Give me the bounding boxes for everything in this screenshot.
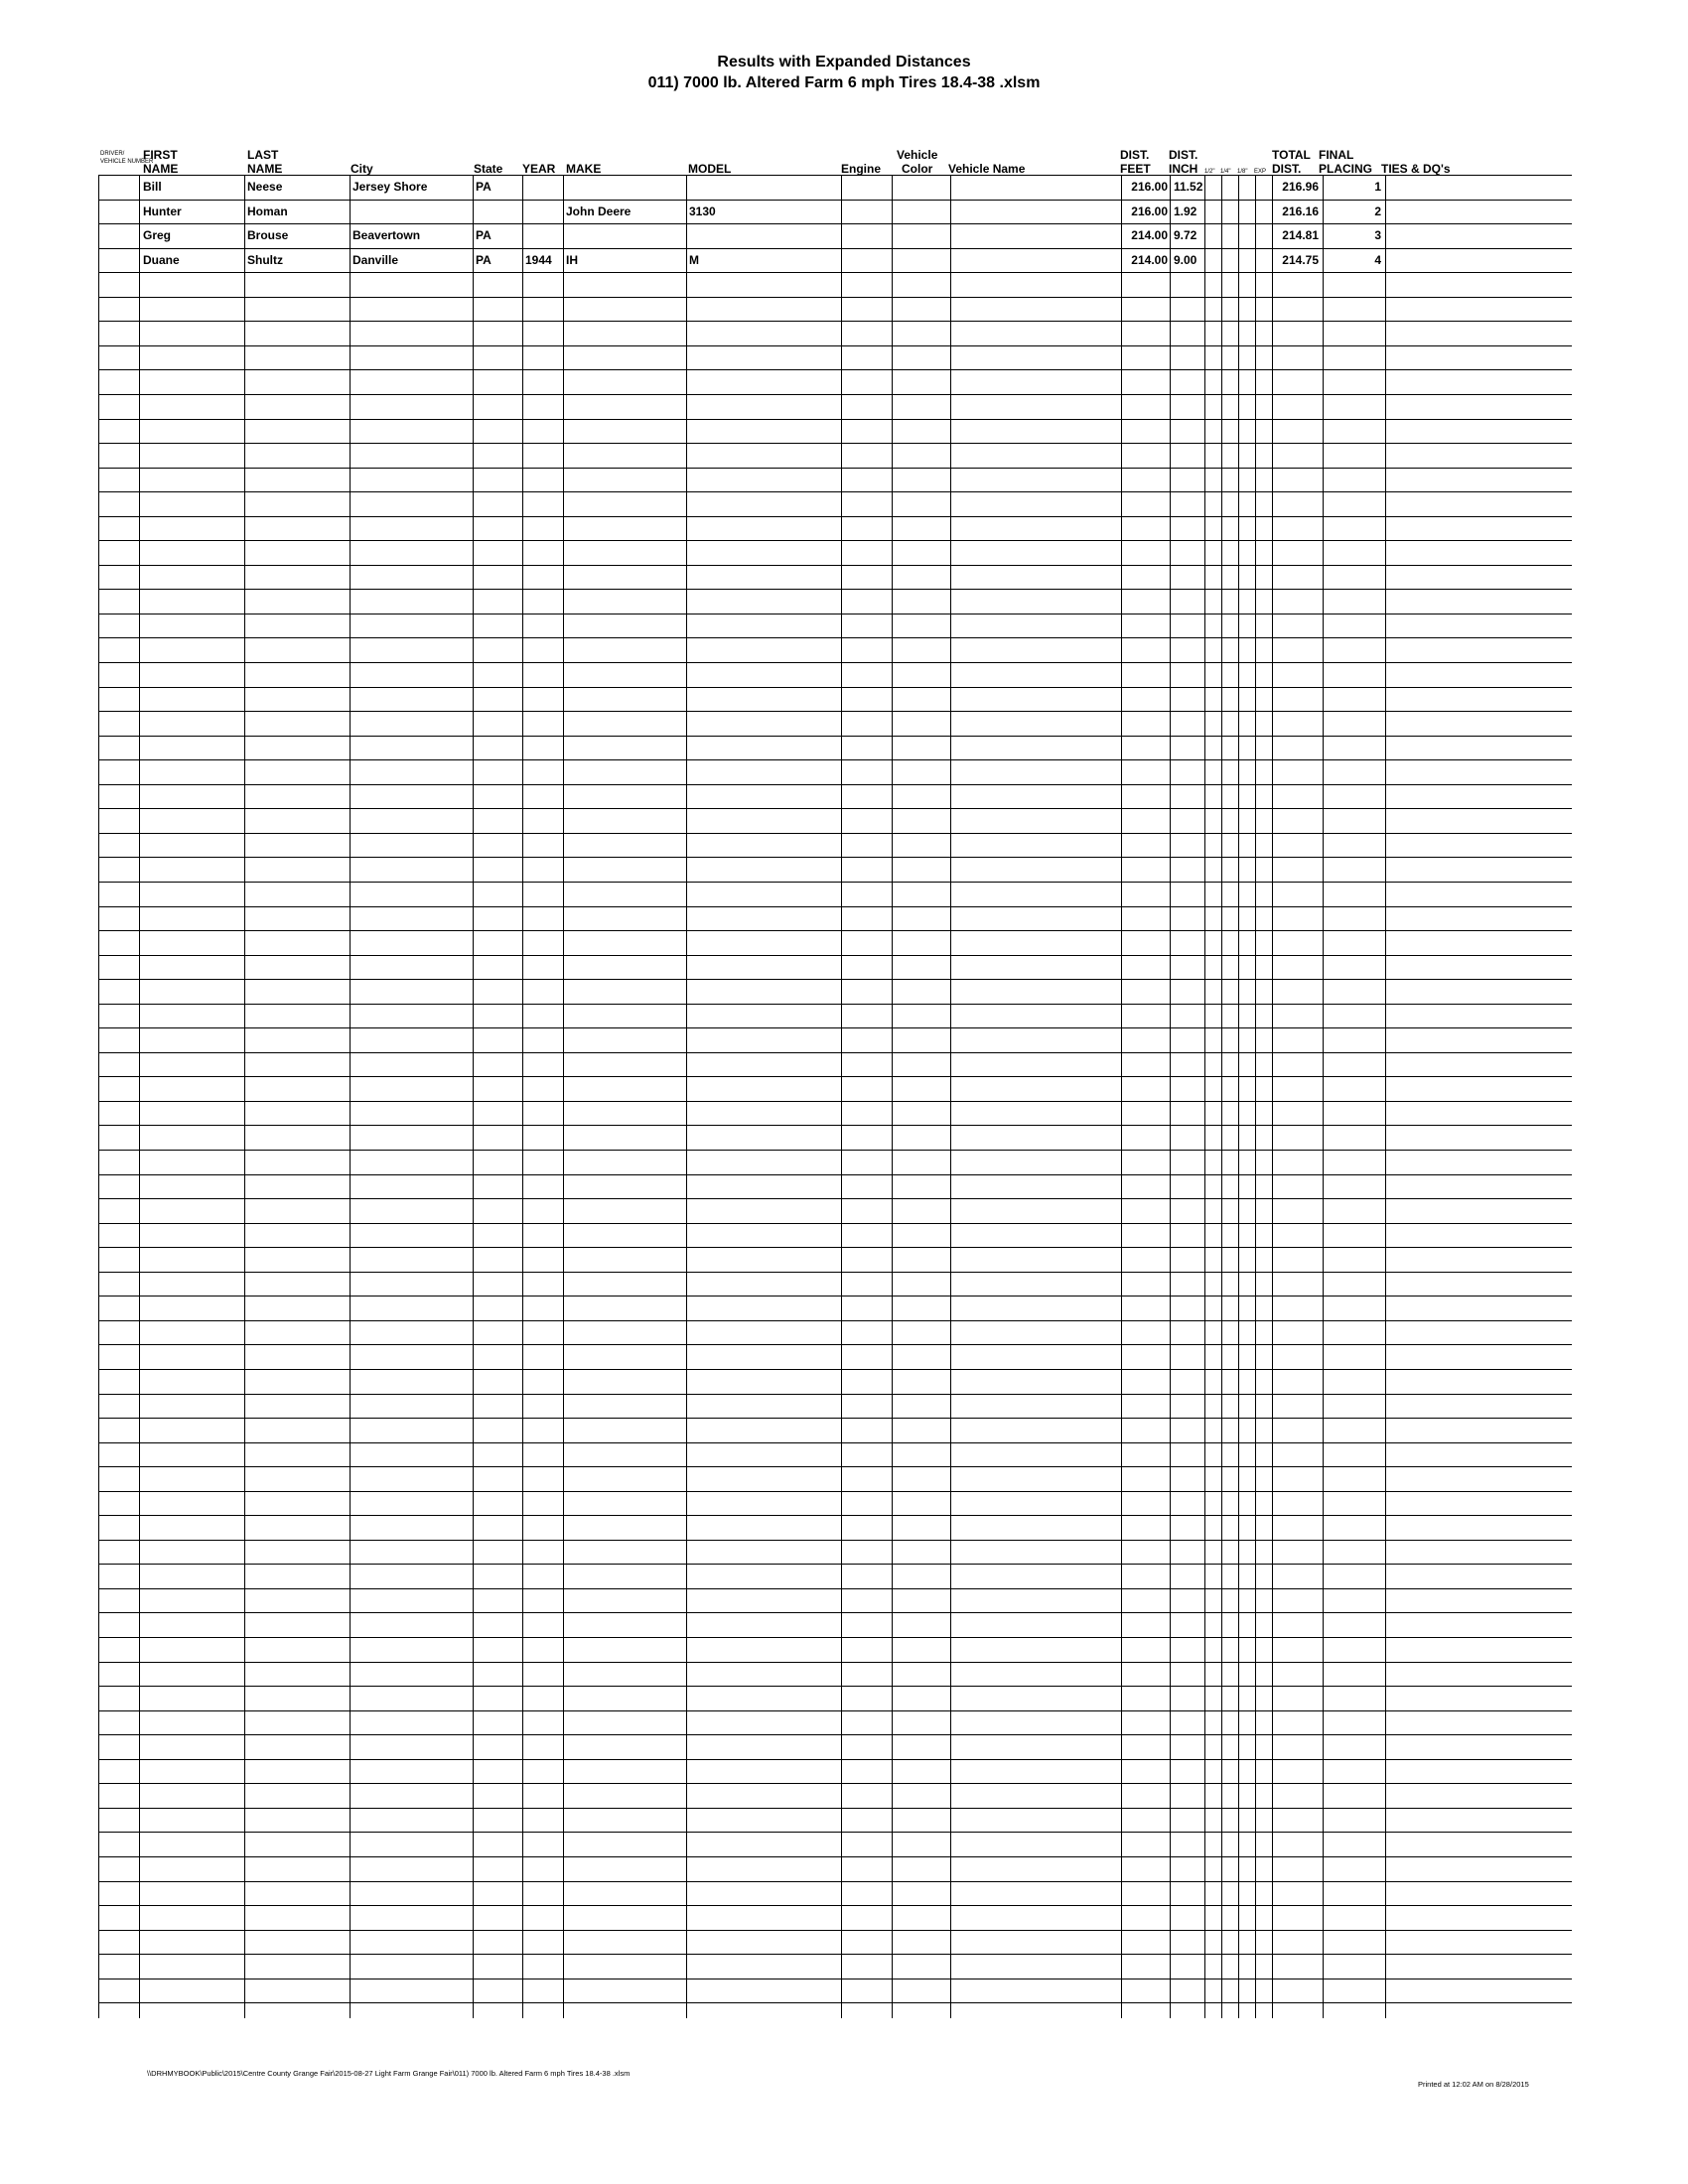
grid-row-line — [98, 1076, 1572, 1077]
grid-column-line — [1323, 175, 1324, 2018]
grid-column-line — [563, 175, 564, 2018]
grid-row-line — [98, 369, 1572, 370]
dist-inch-cell: 1.92 — [1174, 204, 1197, 218]
first-name-cell: Bill — [143, 180, 162, 194]
first-name-cell: Greg — [143, 228, 172, 243]
dist-feet-cell: 214.00 — [1131, 252, 1168, 267]
grid-row-line — [98, 1027, 1572, 1028]
grid-row-line — [98, 808, 1572, 809]
grid-row-line — [98, 1247, 1572, 1248]
grid-row-line — [98, 711, 1572, 712]
grid-row-line — [98, 1734, 1572, 1735]
header-driver: DRIVER/ VEHICLE NUMBER — [100, 151, 154, 165]
grid-column-line — [686, 175, 687, 2018]
final-placing-cell: 1 — [1374, 180, 1381, 194]
grid-row-line — [98, 419, 1572, 420]
final-placing-cell: 4 — [1374, 252, 1381, 267]
grid-row-line — [98, 1125, 1572, 1126]
state-cell: PA — [476, 228, 492, 243]
first-name-cell: Hunter — [143, 204, 182, 218]
grid-row-line — [98, 1369, 1572, 1370]
grid-row-line — [98, 784, 1572, 785]
grid-row-line — [98, 1588, 1572, 1589]
header-model: MODEL — [688, 162, 732, 176]
last-name-cell: Shultz — [247, 252, 283, 267]
dist-feet-cell: 216.00 — [1131, 204, 1168, 218]
header-make: MAKE — [566, 162, 602, 176]
first-name-cell: Duane — [143, 252, 180, 267]
header-dist-inch: DIST. INCH — [1169, 148, 1198, 176]
dist-inch-cell: 9.72 — [1174, 228, 1197, 243]
grid-row-line — [98, 394, 1572, 395]
grid-row-line — [98, 1052, 1572, 1053]
title-block — [0, 52, 1688, 93]
grid-row-line — [98, 1930, 1572, 1931]
header-frac-eighth: 1/8" — [1237, 169, 1248, 175]
grid-row-line — [98, 1394, 1572, 1395]
grid-row-line — [98, 637, 1572, 638]
grid-row-line — [98, 1515, 1572, 1516]
state-cell: PA — [476, 180, 492, 194]
grid-row-line — [98, 930, 1572, 931]
last-name-cell: Brouse — [247, 228, 289, 243]
grid-column-line — [1121, 175, 1122, 2018]
file-path-footer: \\DRHMYBOOK\Public\2015\Centre County Grange Fair\2015-08-27 Light Farm Grange Fair\011) 7000 lb. Altered Farm 6 mph Tires 18.4-38 .xlsm — [147, 2069, 631, 2078]
grid-row-line — [98, 1905, 1572, 1906]
model-cell: M — [689, 252, 699, 267]
header-ties-dqs: TIES & DQ's — [1381, 162, 1451, 176]
grid-column-line — [1170, 175, 1171, 2018]
header-vehicle-color: Vehicle Color — [897, 148, 938, 176]
header-frac-exp: EXP — [1254, 169, 1267, 175]
grid-row-line — [98, 1272, 1572, 1273]
total-dist-cell: 214.81 — [1282, 228, 1319, 243]
dist-inch-cell: 11.52 — [1174, 180, 1203, 194]
grid-row-line — [98, 759, 1572, 760]
grid-row-line — [98, 1832, 1572, 1833]
grid-column-line — [1255, 175, 1256, 2018]
model-cell: 3130 — [689, 204, 716, 218]
grid-row-line — [98, 491, 1572, 492]
grid-column-line — [1221, 175, 1222, 2018]
grid-row-line — [98, 468, 1572, 469]
grid-column-line — [1272, 175, 1273, 2018]
header-city: City — [351, 162, 373, 176]
printed-timestamp: Printed at 12:02 AM on 8/28/2015 — [1418, 2080, 1529, 2089]
grid-row-line — [98, 1491, 1572, 1492]
grid-row-line — [98, 1540, 1572, 1541]
city-cell: Danville — [352, 252, 399, 267]
grid-row-line — [98, 1856, 1572, 1857]
grid-row-line — [98, 687, 1572, 688]
grid-row-line — [98, 882, 1572, 883]
grid-row-line — [98, 1101, 1572, 1102]
header-total-dist: TOTAL DIST. — [1272, 148, 1311, 176]
header-vehicle-name: Vehicle Name — [948, 162, 1026, 176]
year-cell: 1944 — [525, 252, 552, 267]
dist-inch-cell: 9.00 — [1174, 252, 1197, 267]
grid-column-line — [1204, 175, 1205, 2018]
grid-column-line — [1385, 175, 1386, 2018]
total-dist-cell: 216.16 — [1282, 204, 1319, 218]
dist-feet-cell: 214.00 — [1131, 228, 1168, 243]
grid-row-line — [98, 1344, 1572, 1345]
grid-row-line — [98, 1004, 1572, 1005]
grid-row-line — [98, 1320, 1572, 1321]
grid-row-line — [98, 1808, 1572, 1809]
header-dist-feet: DIST. FEET — [1120, 148, 1151, 176]
grid-column-line — [473, 175, 474, 2018]
header-frac-quarter: 1/4" — [1220, 169, 1231, 175]
report-subtitle: 011) 7000 lb. Altered Farm 6 mph Tires 18.4-38 .xlsm — [647, 74, 1041, 91]
grid-column-line — [1238, 175, 1239, 2018]
grid-row-line — [98, 321, 1572, 322]
make-cell: IH — [566, 252, 578, 267]
results-grid — [98, 175, 1572, 2018]
grid-column-line — [950, 175, 951, 2018]
grid-row-line — [98, 1174, 1572, 1175]
grid-row-line — [98, 736, 1572, 737]
total-dist-cell: 216.96 — [1282, 180, 1319, 194]
dist-feet-cell: 216.00 — [1131, 180, 1168, 194]
grid-column-line — [98, 175, 99, 2018]
grid-row-line — [98, 1759, 1572, 1760]
grid-row-line — [98, 297, 1572, 298]
grid-row-line — [98, 1223, 1572, 1224]
header-state: State — [474, 162, 503, 176]
grid-row-line — [98, 540, 1572, 541]
report-title: Results with Expanded Distances — [717, 54, 971, 70]
grid-row-line — [98, 2002, 1572, 2003]
header-frac-half: 1/2" — [1204, 169, 1215, 175]
grid-row-line — [98, 1662, 1572, 1663]
grid-row-line — [98, 857, 1572, 858]
grid-column-line — [139, 175, 140, 2018]
city-cell: Jersey Shore — [352, 180, 428, 194]
grid-row-line — [98, 1198, 1572, 1199]
grid-row-line — [98, 1686, 1572, 1687]
grid-row-line — [98, 1296, 1572, 1297]
header-year: YEAR — [522, 162, 556, 176]
header-engine: Engine — [841, 162, 882, 176]
last-name-cell: Neese — [247, 180, 283, 194]
state-cell: PA — [476, 252, 492, 267]
grid-row-line — [98, 1150, 1572, 1151]
total-dist-cell: 214.75 — [1282, 252, 1319, 267]
grid-row-line — [98, 1442, 1572, 1443]
grid-row-line — [98, 955, 1572, 956]
grid-row-line — [98, 833, 1572, 834]
grid-row-line — [98, 1637, 1572, 1638]
grid-column-line — [350, 175, 351, 2018]
grid-row-line — [98, 443, 1572, 444]
grid-row-line — [98, 979, 1572, 980]
grid-row-line — [98, 1783, 1572, 1784]
header-last-name: LAST NAME — [247, 148, 283, 176]
header-final-placing: FINAL PLACING — [1319, 148, 1372, 176]
final-placing-cell: 3 — [1374, 228, 1381, 243]
make-cell: John Deere — [566, 204, 632, 218]
grid-column-line — [892, 175, 893, 2018]
grid-row-line — [98, 1881, 1572, 1882]
grid-row-line — [98, 565, 1572, 566]
grid-column-line — [841, 175, 842, 2018]
city-cell: Beavertown — [352, 228, 421, 243]
last-name-cell: Homan — [247, 204, 288, 218]
grid-row-line — [98, 906, 1572, 907]
grid-row-line — [98, 1466, 1572, 1467]
header-first-name: FIRST NAME — [143, 148, 179, 176]
final-placing-cell: 2 — [1374, 204, 1381, 218]
grid-column-line — [244, 175, 245, 2018]
grid-row-line — [98, 345, 1572, 346]
grid-column-line — [522, 175, 523, 2018]
grid-row-line — [98, 1612, 1572, 1613]
grid-row-line — [98, 589, 1572, 590]
grid-row-line — [98, 1418, 1572, 1419]
grid-row-line — [98, 272, 1572, 273]
grid-row-line — [98, 1954, 1572, 1955]
grid-row-line — [98, 1564, 1572, 1565]
grid-row-line — [98, 516, 1572, 517]
grid-row-line — [98, 662, 1572, 663]
grid-row-line — [98, 1710, 1572, 1711]
